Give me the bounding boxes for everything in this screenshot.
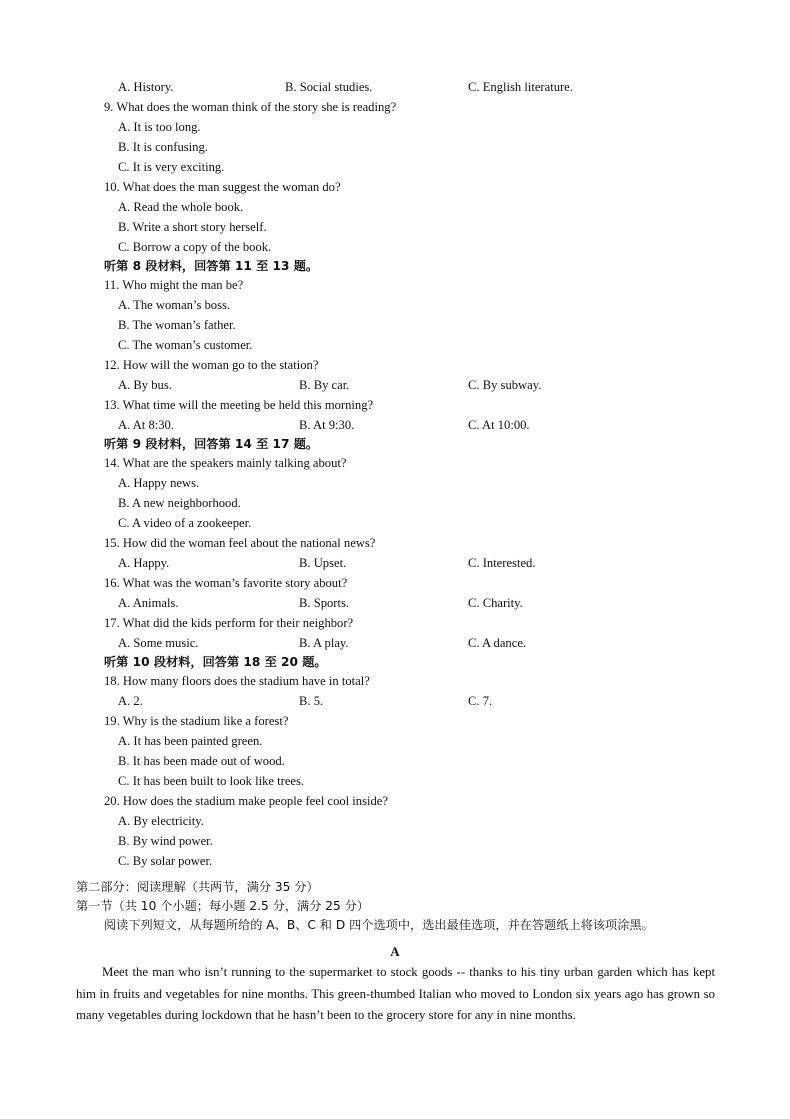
q8-option-b: B. Social studies.	[285, 80, 373, 94]
q13-option-c: C. At 10:00.	[468, 418, 530, 432]
q11-option-b: B. The woman’s father.	[118, 318, 236, 332]
q14-option-a: A. Happy news.	[118, 476, 200, 490]
q17-question: 17. What did the kids perform for their neighbor?	[104, 616, 354, 630]
q18-question: 18. How many floors does the stadium have in total?	[104, 674, 370, 688]
part-2-heading: 第二部分：阅读理解（共两节，满分 35 分）	[76, 880, 319, 894]
q10-option-b: B. Write a short story herself.	[118, 220, 267, 234]
q20-question: 20. How does the stadium make people feel cool inside?	[104, 794, 388, 808]
q20-option-b: B. By wind power.	[118, 834, 213, 848]
q10-question: 10. What does the man suggest the woman do?	[104, 180, 341, 194]
q9-option-c: C. It is very exciting.	[118, 160, 225, 174]
q13-option-b: B. At 9:30.	[299, 418, 355, 432]
q18-option-b: B. 5.	[299, 694, 324, 708]
q13-question: 13. What time will the meeting be held this morning?	[104, 398, 374, 412]
q12-option-c: C. By subway.	[468, 378, 542, 392]
q16-question: 16. What was the woman’s favorite story about?	[104, 576, 348, 590]
q15-option-b: B. Upset.	[299, 556, 347, 570]
q8-option-c: C. English literature.	[468, 80, 573, 94]
q14-option-b: B. A new neighborhood.	[118, 496, 241, 510]
q11-option-c: C. The woman’s customer.	[118, 338, 253, 352]
q19-option-a: A. It has been painted green.	[118, 734, 263, 748]
q9-option-a: A. It is too long.	[118, 120, 201, 134]
q14-question: 14. What are the speakers mainly talking about?	[104, 456, 347, 470]
q16-option-c: C. Charity.	[468, 596, 523, 610]
q8-option-a: A. History.	[118, 80, 174, 94]
q15-question: 15. How did the woman feel about the national news?	[104, 536, 376, 550]
q19-option-c: C. It has been built to look like trees.	[118, 774, 305, 788]
passage-paragraph: Meet the man who isn’t running to the supermarket to stock goods -- thanks to his tiny urban garden which has kept him in fruits and vegetables for nine months. This green-thumbed Italian who moved to London six years ago has grown so many vegetables during lockdown that he hasn’t been to the grocery store for any in nine months.	[76, 965, 715, 1022]
q15-option-c: C. Interested.	[468, 556, 536, 570]
part-2-section-1-heading: 第一节（共 10 个小题；每小题 2.5 分，满分 25 分）	[76, 899, 370, 913]
q13-option-a: A. At 8:30.	[118, 418, 174, 432]
section-9-heading: 听第 9 段材料，回答第 14 至 17 题。	[104, 437, 319, 451]
q15-option-a: A. Happy.	[118, 556, 170, 570]
q16-option-a: A. Animals.	[118, 596, 179, 610]
q18-option-c: C. 7.	[468, 694, 493, 708]
passage-heading: A	[390, 944, 400, 959]
q19-question: 19. Why is the stadium like a forest?	[104, 714, 289, 728]
q19-option-b: B. It has been made out of wood.	[118, 754, 285, 768]
q11-option-a: A. The woman’s boss.	[118, 298, 231, 312]
q9-option-b: B. It is confusing.	[118, 140, 208, 154]
q10-option-a: A. Read the whole book.	[118, 200, 244, 214]
q10-option-c: C. Borrow a copy of the book.	[118, 240, 272, 254]
q20-option-c: C. By solar power.	[118, 854, 213, 868]
q17-option-b: B. A play.	[299, 636, 349, 650]
q11-question: 11. Who might the man be?	[104, 278, 244, 292]
q14-option-c: C. A video of a zookeeper.	[118, 516, 252, 530]
section-8-heading: 听第 8 段材料，回答第 11 至 13 题。	[104, 259, 319, 273]
q12-question: 12. How will the woman go to the station?	[104, 358, 319, 372]
q16-option-b: B. Sports.	[299, 596, 350, 610]
q17-option-c: C. A dance.	[468, 636, 527, 650]
q12-option-b: B. By car.	[299, 378, 350, 392]
q18-option-a: A. 2.	[118, 694, 143, 708]
q9-question: 9. What does the woman think of the story she is reading?	[104, 100, 397, 114]
q17-option-a: A. Some music.	[118, 636, 199, 650]
q20-option-a: A. By electricity.	[118, 814, 204, 828]
reading-instruction: 阅读下列短文，从每题所给的 A、B、C 和 D 四个选项中，选出最佳选项，并在答题纸上将该项涂黑。	[104, 918, 654, 932]
section-10-heading: 听第 10 段材料，回答第 18 至 20 题。	[104, 655, 327, 669]
q12-option-a: A. By bus.	[118, 378, 172, 392]
